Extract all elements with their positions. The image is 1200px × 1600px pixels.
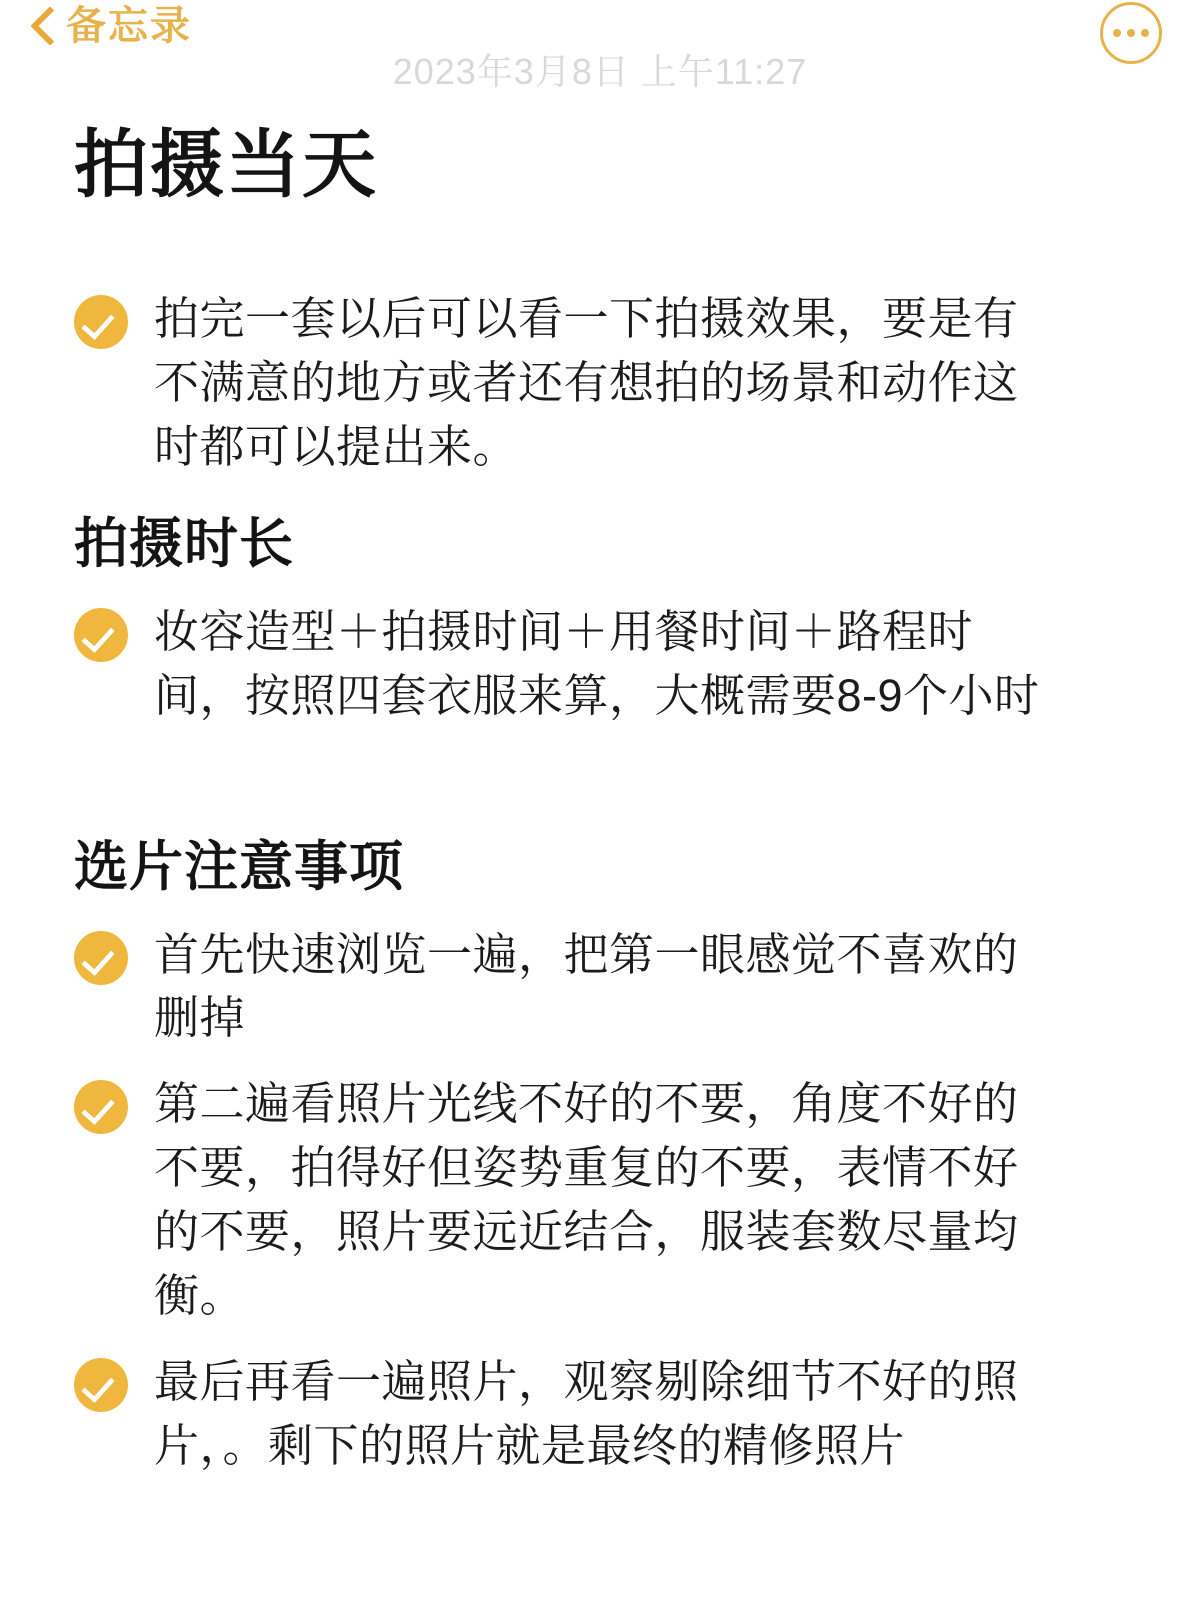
- ellipsis-dot-icon: [1141, 29, 1149, 37]
- list-item[interactable]: [74, 1350, 1162, 1478]
- note-navbar: [0, 0, 1200, 92]
- list-item[interactable]: [74, 1072, 1162, 1328]
- check-circle-icon: [74, 931, 128, 985]
- ellipsis-dot-icon: [1113, 29, 1121, 37]
- list-item-text: 拍完一套以后可以看一下拍摄效果，要是有不满意的地方或者还有想拍的场景和动作这时都可以提出来。: [154, 293, 1019, 472]
- list-item-text: 妆容造型＋拍摄时间＋用餐时间＋路程时间，按照四套衣服来算，大概需要8-9个小时: [154, 605, 1040, 721]
- note-body[interactable]: [0, 86, 1200, 1478]
- note-timestamp: 2023年3月8日 上午11:27: [392, 51, 808, 92]
- list-item[interactable]: [74, 287, 1162, 479]
- back-button[interactable]: [30, 4, 192, 46]
- spacer: [60, 207, 1162, 265]
- list-item[interactable]: [74, 923, 1162, 1051]
- chevron-left-icon: [30, 4, 56, 46]
- section-heading-shooting-duration: 拍摄时长: [74, 513, 294, 574]
- spacer: [60, 750, 1162, 808]
- list-item-text: 首先快速浏览一遍，把第一眼感觉不喜欢的删掉: [154, 928, 1019, 1044]
- note-title: 拍摄当天: [74, 123, 378, 206]
- check-circle-icon: [74, 1358, 128, 1412]
- list-item[interactable]: [74, 600, 1162, 728]
- list-item-text: 第二遍看照片光线不好的不要，角度不好的不要，拍得好但姿势重复的不要，表情不好的不要，照片要远近结合，服装套数尽量均衡。: [154, 1078, 1019, 1321]
- ellipsis-dot-icon: [1127, 29, 1135, 37]
- back-button-label: 备忘录: [66, 4, 192, 48]
- check-circle-icon: [74, 1080, 128, 1134]
- check-circle-icon: [74, 295, 128, 349]
- check-circle-icon: [74, 608, 128, 662]
- more-options-button[interactable]: [1100, 2, 1162, 64]
- section-heading-selection-notes: 选片注意事项: [74, 836, 404, 897]
- list-item-text: 最后再看一遍照片，观察剔除细节不好的照片，。剩下的照片就是最终的精修照片: [154, 1355, 1019, 1471]
